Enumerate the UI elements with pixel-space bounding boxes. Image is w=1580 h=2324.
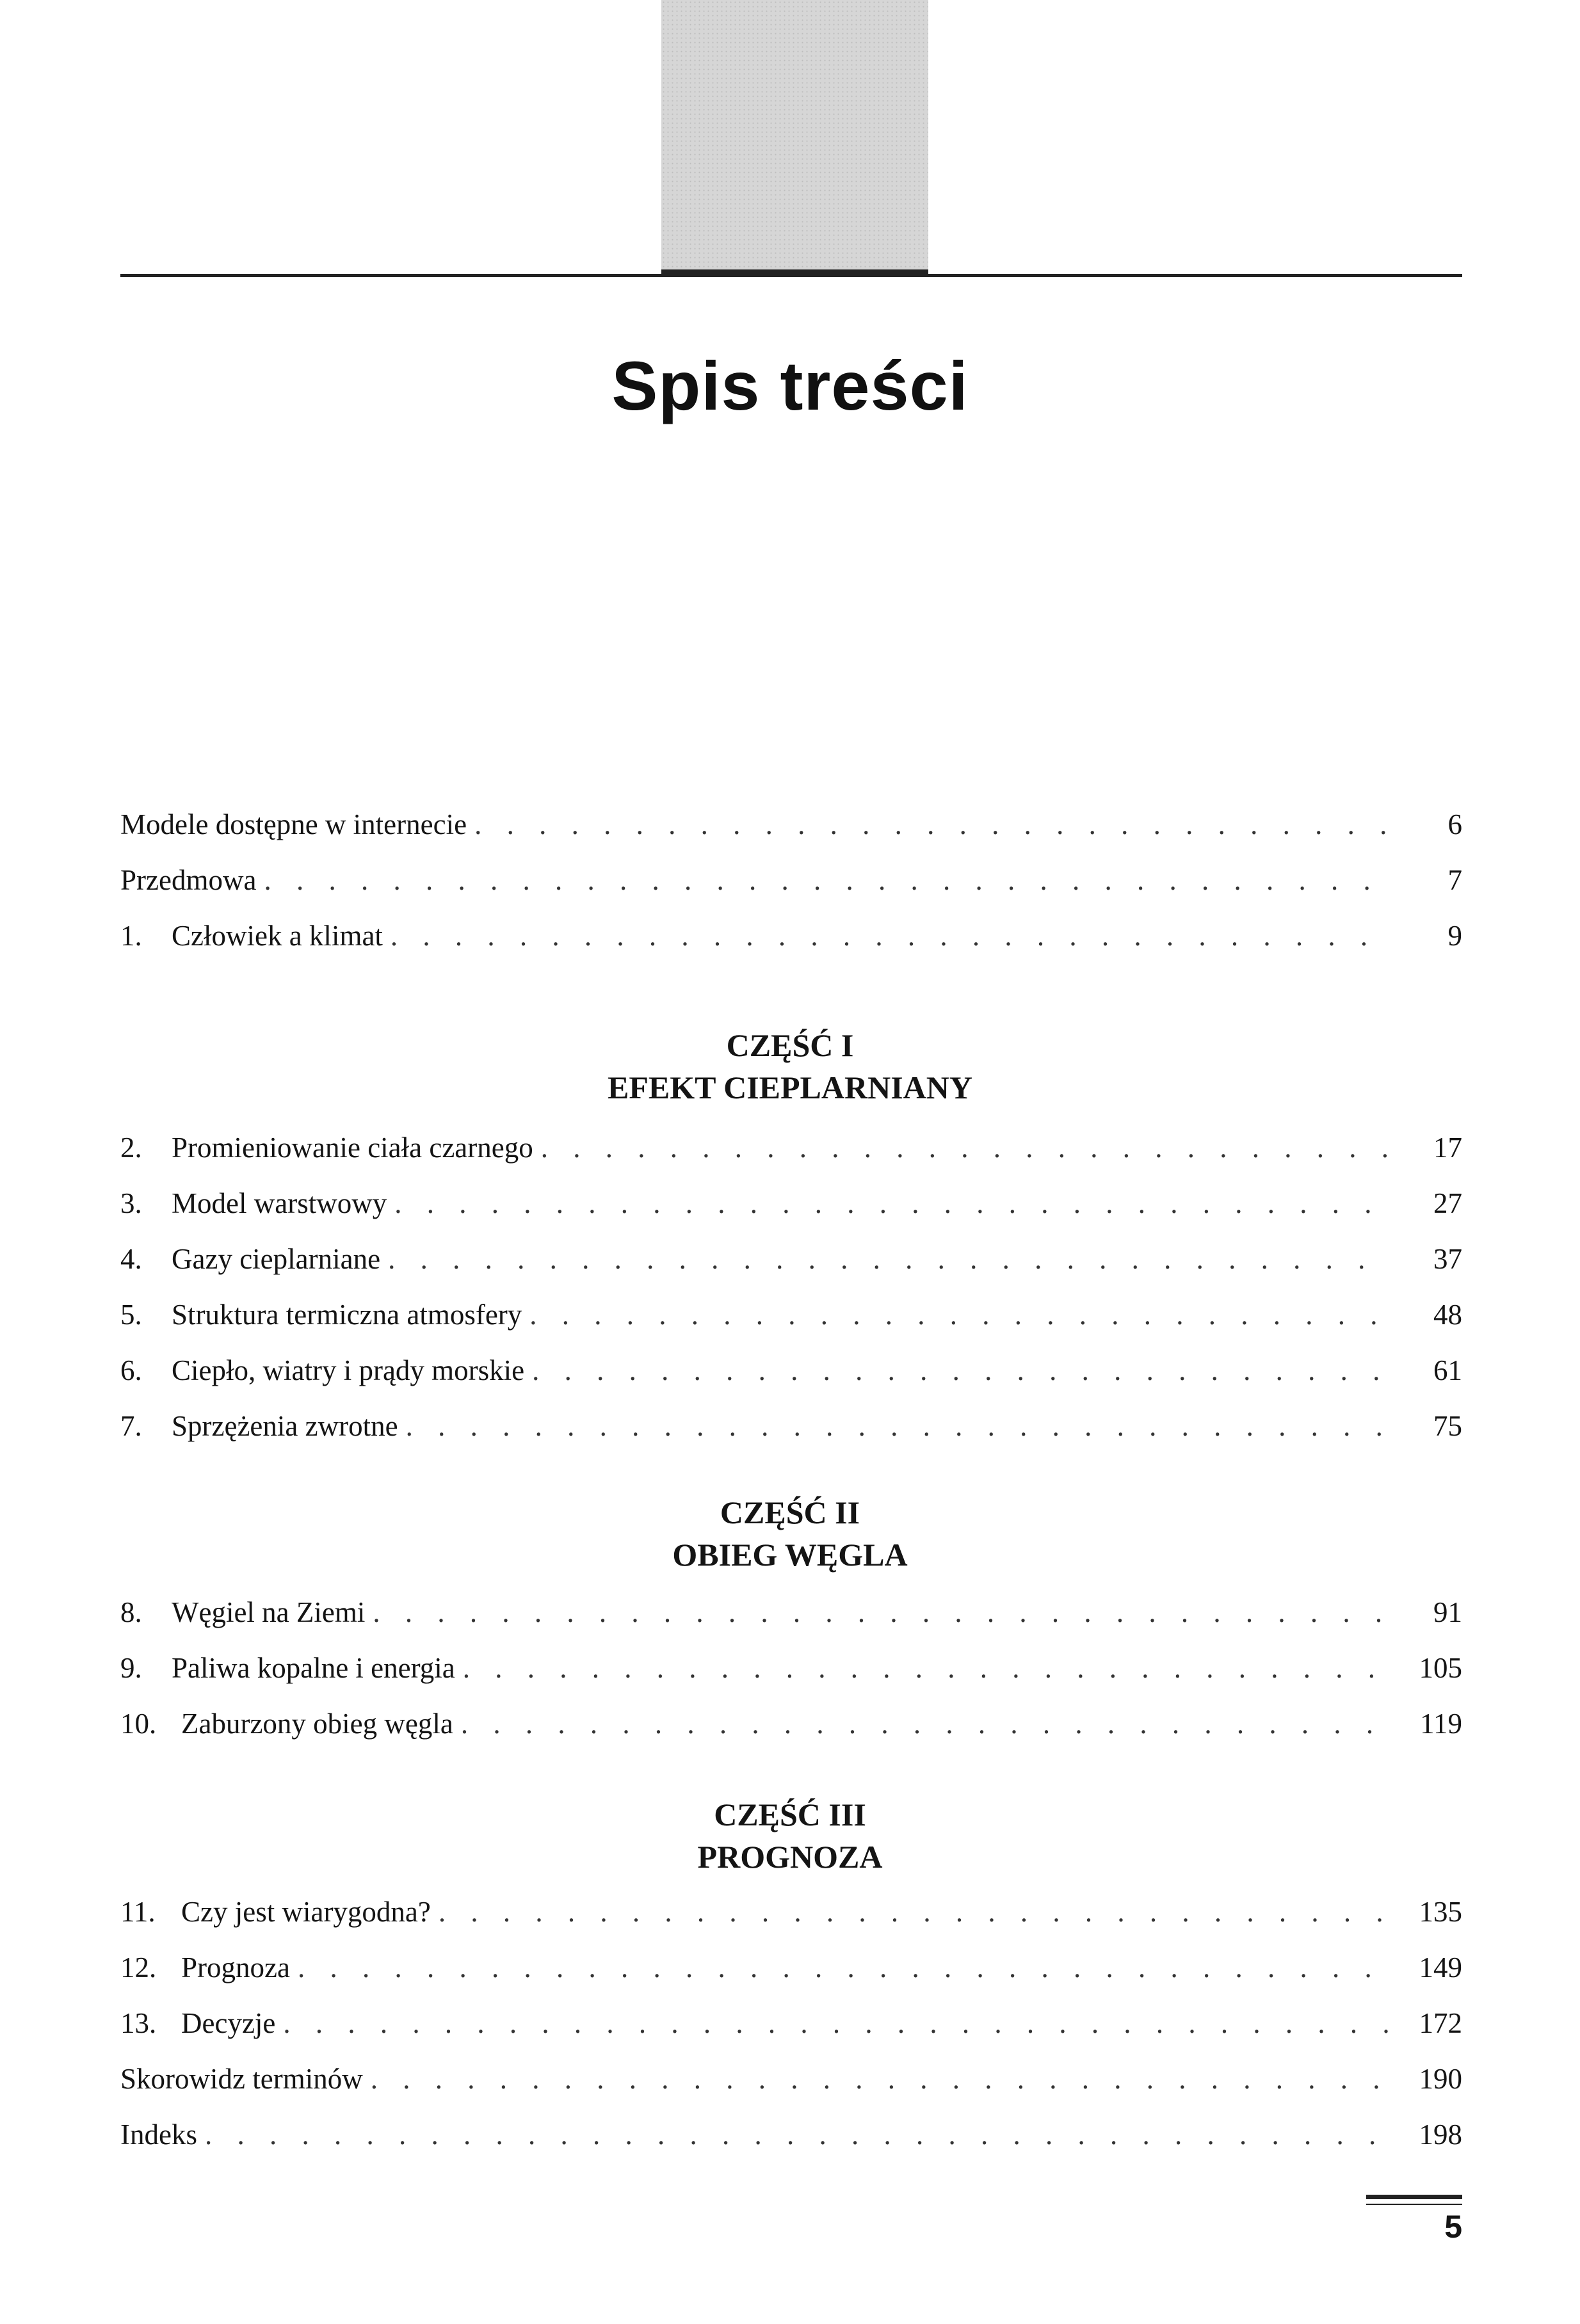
page-title: Spis treści [611, 347, 969, 424]
dot-leader [439, 1895, 1391, 1928]
dot-leader [529, 1298, 1391, 1331]
part-title: CZĘŚĆ III [714, 1797, 866, 1832]
toc-entry-label: Struktura termiczna atmosfery [172, 1299, 522, 1331]
toc-entry-label: Gazy cieplarniane [172, 1243, 381, 1275]
toc-entry-page: 198 [1419, 2119, 1462, 2151]
toc-entry-number: 2. [120, 1132, 142, 1164]
toc-entry[interactable] [120, 1651, 1462, 1696]
footer-rule-thin [1366, 2204, 1462, 2205]
toc-entry-page: 119 [1420, 1708, 1462, 1740]
toc-entry-page: 149 [1419, 1951, 1462, 1983]
toc-entry-page: 135 [1419, 1896, 1462, 1928]
toc-entry[interactable] [120, 2062, 1462, 2107]
dot-leader [298, 1951, 1391, 1984]
footer-rule [1366, 2195, 1462, 2199]
toc-entry-label: Promieniowanie ciała czarnego [172, 1132, 533, 1164]
toc-entry-label: Paliwa kopalne i energia [172, 1652, 455, 1684]
dot-leader [371, 2062, 1391, 2096]
toc-entry-number: 4. [120, 1243, 142, 1275]
toc-entry-page: 27 [1433, 1187, 1462, 1219]
toc-entry[interactable] [120, 1298, 1462, 1343]
toc-entry[interactable] [120, 1409, 1462, 1454]
toc-entry-label: Decyzje [181, 2007, 276, 2039]
toc-entry-number: 3. [120, 1187, 142, 1219]
toc-entry-page: 75 [1433, 1410, 1462, 1442]
toc-entry-number: 10. [120, 1708, 157, 1740]
toc-entry-page: 48 [1433, 1299, 1462, 1331]
toc-entry[interactable] [120, 2007, 1462, 2051]
toc-entry-label: Prognoza [181, 1951, 290, 1983]
toc-entry-number: 9. [120, 1652, 142, 1684]
dot-leader [388, 1242, 1391, 1276]
toc-entry-label: Skorowidz terminów [120, 2063, 363, 2095]
toc-entry-number: 6. [120, 1354, 142, 1386]
toc-entry-label: Zaburzony obieg węgla [181, 1708, 453, 1740]
toc-entry[interactable] [120, 1187, 1462, 1231]
toc-entry[interactable] [120, 1354, 1462, 1398]
part-subtitle: EFEKT CIEPLARNIANY [608, 1070, 972, 1105]
toc-entry-page: 91 [1433, 1596, 1462, 1628]
toc-entry-number: 12. [120, 1951, 157, 1983]
part-subtitle: PROGNOZA [697, 1839, 883, 1875]
toc-entry-label: Indeks [120, 2119, 197, 2151]
dot-leader [283, 2007, 1391, 2040]
page-number: 5 [1444, 2209, 1462, 2245]
toc-entry-page: 7 [1447, 864, 1462, 896]
dot-leader [406, 1409, 1391, 1443]
dot-leader [463, 1651, 1391, 1685]
toc-entry[interactable] [120, 1242, 1462, 1287]
toc-entry[interactable] [120, 919, 1462, 964]
toc-entry[interactable] [120, 1895, 1462, 1940]
toc-entry-page: 9 [1447, 920, 1462, 952]
part-heading [0, 1491, 1580, 1576]
part-subtitle: OBIEG WĘGLA [672, 1537, 908, 1573]
toc-entry[interactable] [120, 1707, 1462, 1752]
dot-leader [373, 1596, 1391, 1629]
dot-leader [205, 2118, 1391, 2151]
toc-entry[interactable] [120, 1596, 1462, 1640]
toc-entry-label: Czy jest wiarygodna? [181, 1896, 431, 1928]
toc-entry-page: 190 [1419, 2063, 1462, 2095]
dot-leader [541, 1131, 1391, 1164]
dot-leader [461, 1707, 1391, 1740]
toc-entry-number: 1. [120, 920, 142, 952]
dot-leader [264, 863, 1391, 897]
toc-entry-page: 172 [1419, 2007, 1462, 2039]
toc-entry-page: 37 [1433, 1243, 1462, 1275]
toc-entry-label: Sprzężenia zwrotne [172, 1410, 398, 1442]
toc-entry-page: 105 [1419, 1652, 1462, 1684]
toc-entry-number: 7. [120, 1410, 142, 1442]
toc-entry-label: Człowiek a klimat [172, 920, 383, 952]
dot-leader [532, 1354, 1391, 1387]
part-title: CZĘŚĆ II [720, 1495, 860, 1530]
dot-leader [391, 919, 1391, 952]
dot-leader [474, 808, 1391, 841]
toc-entry-label: Model warstwowy [172, 1187, 387, 1219]
toc-entry[interactable] [120, 863, 1462, 908]
toc-entry-label: Przedmowa [120, 864, 257, 896]
toc-entry-number: 5. [120, 1299, 142, 1331]
dot-leader [394, 1187, 1391, 1220]
toc-entry-label: Ciepło, wiatry i prądy morskie [172, 1354, 525, 1386]
part-heading [0, 1024, 1580, 1109]
toc-entry[interactable] [120, 2118, 1462, 2163]
toc-entry-number: 11. [120, 1896, 156, 1928]
toc-entry-label: Węgiel na Ziemi [172, 1596, 366, 1628]
toc-entry-page: 17 [1433, 1132, 1462, 1164]
toc-entry[interactable] [120, 1951, 1462, 1996]
toc-entry-page: 6 [1447, 808, 1462, 840]
toc-entry-number: 13. [120, 2007, 157, 2039]
part-heading [0, 1793, 1580, 1878]
toc-entry[interactable] [120, 1131, 1462, 1176]
toc-entry-label: Modele dostępne w internecie [120, 808, 467, 840]
toc-entry[interactable] [120, 808, 1462, 853]
toc-entry-number: 8. [120, 1596, 142, 1628]
header-gray-tab [661, 0, 928, 271]
part-title: CZĘŚĆ I [726, 1027, 854, 1063]
toc-entry-page: 61 [1433, 1354, 1462, 1386]
header-rule [120, 274, 1462, 277]
